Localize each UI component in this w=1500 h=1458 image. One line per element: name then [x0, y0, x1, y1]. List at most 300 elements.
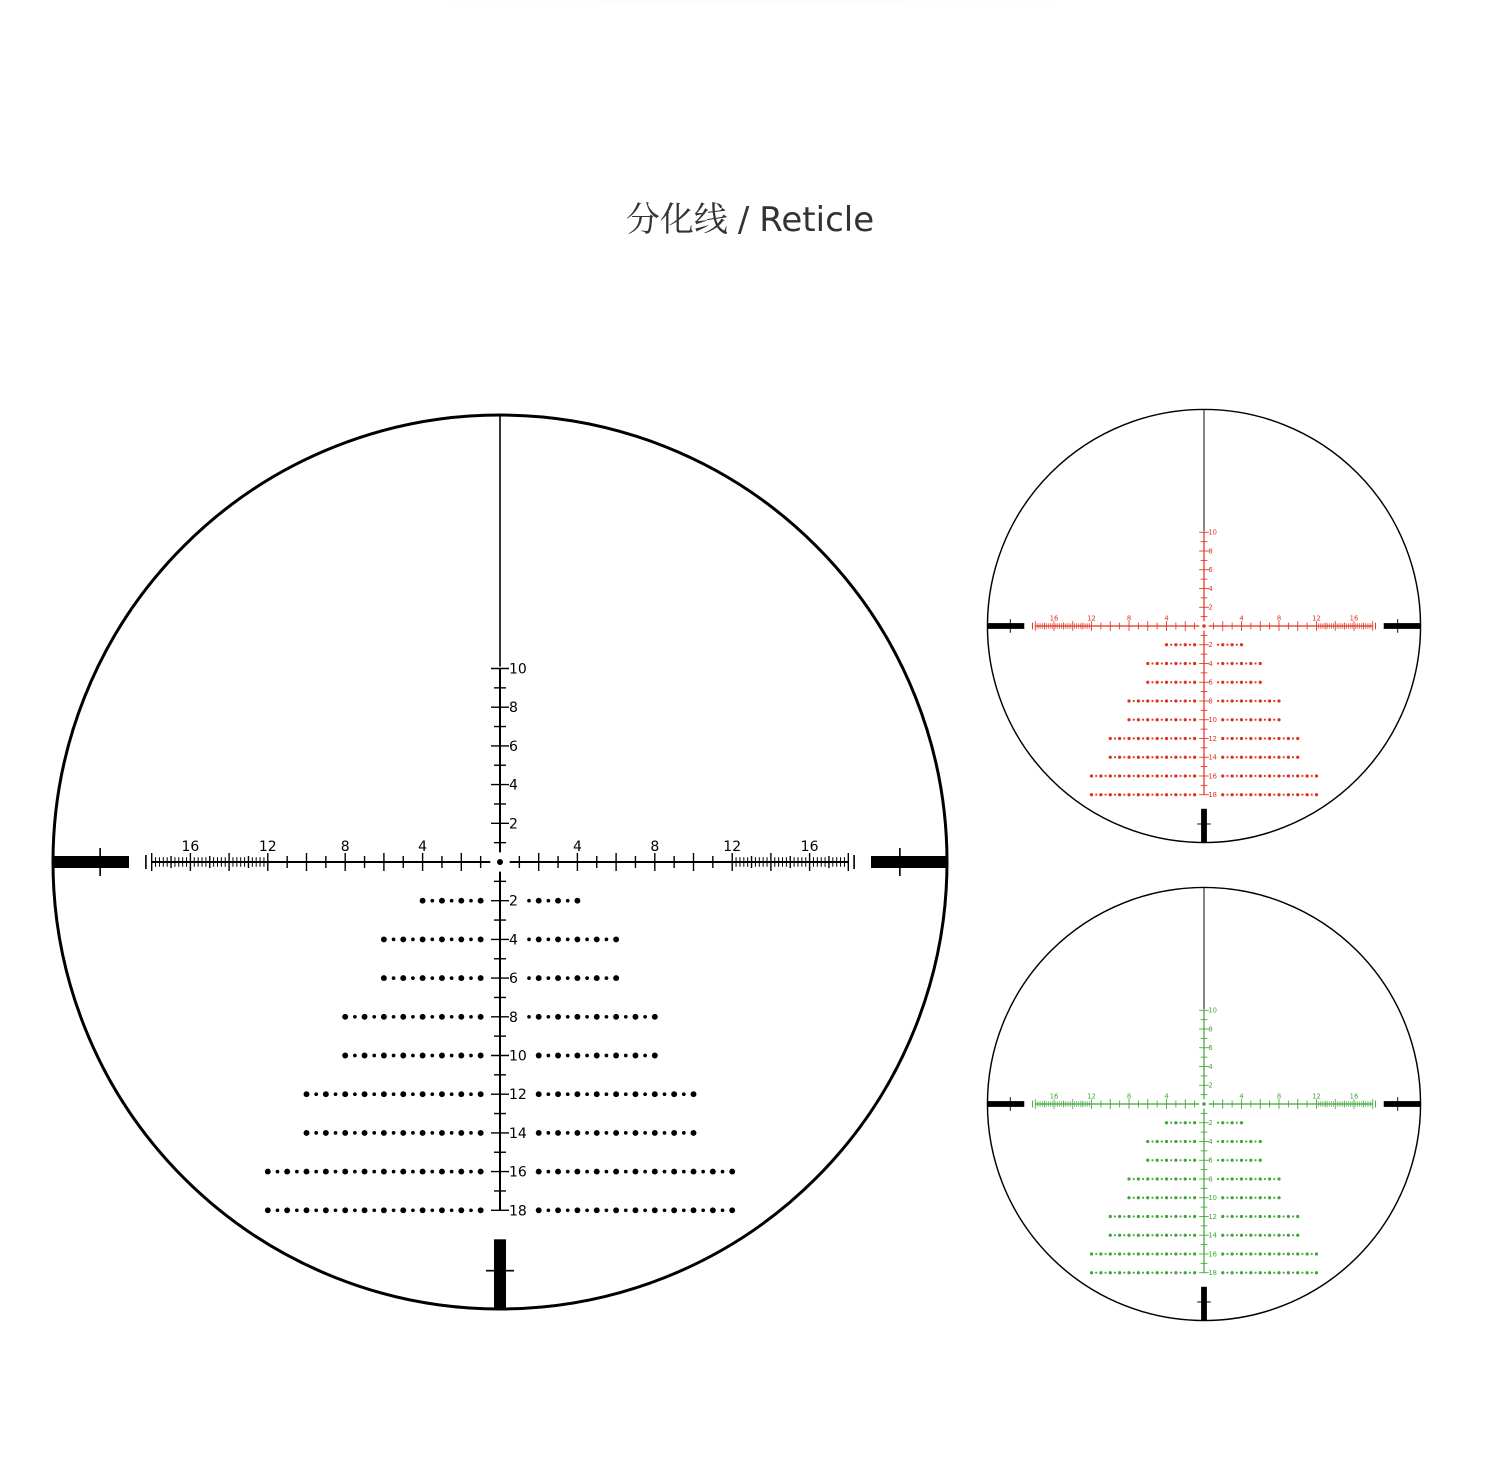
- horizontal-scale-label: 8: [1126, 614, 1132, 623]
- holdover-dot: [450, 1092, 454, 1096]
- reticle-small-green: [986, 886, 1422, 1322]
- holdover-dot: [1245, 1253, 1247, 1255]
- holdover-dot: [392, 938, 396, 942]
- holdover-dot: [536, 898, 542, 904]
- holdover-dot: [1109, 774, 1112, 777]
- holdover-dot: [1268, 774, 1271, 777]
- reticle-center-dot: [1202, 1102, 1206, 1106]
- holdover-dot: [478, 1014, 484, 1020]
- holdover-dot: [1179, 700, 1181, 702]
- holdover-dot: [1268, 756, 1271, 759]
- holdover-dot: [1184, 1177, 1187, 1180]
- holdover-dot: [605, 1054, 609, 1058]
- holdover-dot: [1287, 1234, 1290, 1237]
- horizontal-scale-label: 16: [800, 839, 819, 855]
- holdover-dot: [1249, 1140, 1252, 1143]
- holdover-dot: [1236, 1178, 1238, 1180]
- holdover-dot: [381, 1169, 387, 1175]
- holdover-dot: [682, 1092, 686, 1096]
- holdover-dot: [594, 1207, 600, 1213]
- holdover-dot: [663, 1092, 667, 1096]
- holdover-dot: [594, 1014, 600, 1020]
- holdover-dot: [439, 1207, 445, 1213]
- holdover-dot: [566, 1208, 570, 1212]
- holdover-dot: [1292, 1272, 1294, 1274]
- holdover-dot: [1156, 774, 1159, 777]
- holdover-dot: [1179, 681, 1181, 683]
- holdover-dot: [547, 1131, 551, 1135]
- holdover-dot: [1165, 1215, 1168, 1218]
- holdover-dot: [1273, 1215, 1275, 1217]
- holdover-dot: [1221, 1121, 1224, 1124]
- holdover-dot: [362, 1091, 368, 1097]
- holdover-dot: [1259, 1159, 1262, 1162]
- holdover-dot: [1226, 1215, 1228, 1217]
- holdover-dot: [1245, 737, 1247, 739]
- lower-scale-label: 18: [509, 1203, 527, 1220]
- holdover-dot: [1231, 1271, 1234, 1274]
- holdover-dot: [1184, 1234, 1187, 1237]
- holdover-dot: [1226, 794, 1228, 796]
- holdover-dot: [469, 1208, 473, 1212]
- holdover-dot: [1264, 1197, 1266, 1199]
- holdover-dot: [450, 938, 454, 942]
- holdover-dot: [372, 1054, 376, 1058]
- holdover-dot: [1277, 1271, 1280, 1274]
- holdover-dot: [555, 1130, 561, 1136]
- reticle-bottom-thick-post: [1201, 1287, 1207, 1321]
- holdover-dot: [1254, 756, 1256, 758]
- horizontal-scale-label: 12: [258, 839, 277, 855]
- holdover-dot: [1268, 699, 1271, 702]
- holdover-dot: [400, 1014, 406, 1020]
- holdover-dot: [1095, 794, 1097, 796]
- holdover-dot: [1165, 1140, 1168, 1143]
- holdover-dot: [1179, 719, 1181, 721]
- holdover-dot: [1137, 1271, 1140, 1274]
- holdover-dot: [547, 1170, 551, 1174]
- holdover-dot: [605, 1015, 609, 1019]
- reticle-left-thick-post: [987, 623, 1024, 629]
- holdover-dot: [334, 1208, 338, 1212]
- holdover-dot: [1254, 1253, 1256, 1255]
- holdover-dot: [1109, 1271, 1112, 1274]
- holdover-dot: [458, 1130, 464, 1136]
- holdover-dot: [1226, 1122, 1228, 1124]
- holdover-dot: [1142, 700, 1144, 702]
- holdover-dot: [1165, 774, 1168, 777]
- holdover-dot: [478, 936, 484, 942]
- holdover-dot: [1170, 794, 1172, 796]
- holdover-dot: [547, 1092, 551, 1096]
- holdover-dot: [1189, 1122, 1191, 1124]
- holdover-dot: [1273, 1178, 1275, 1180]
- holdover-dot: [710, 1207, 716, 1213]
- holdover-dot: [1165, 1234, 1168, 1237]
- holdover-dot: [1277, 1196, 1280, 1199]
- holdover-dot: [605, 1131, 609, 1135]
- holdover-dot: [392, 1015, 396, 1019]
- holdover-dot: [1127, 756, 1130, 759]
- holdover-dot: [342, 1053, 348, 1059]
- holdover-dot: [1165, 1159, 1168, 1162]
- holdover-dot: [1156, 1234, 1159, 1237]
- holdover-dot: [478, 1169, 484, 1175]
- holdover-dot: [1311, 1272, 1313, 1274]
- holdover-dot: [1249, 1252, 1252, 1255]
- lower-scale-label: 8: [1208, 697, 1213, 706]
- holdover-dot: [574, 1169, 580, 1175]
- horizontal-scale-label: 12: [1312, 1092, 1321, 1101]
- holdover-dot: [1156, 737, 1159, 740]
- horizontal-scale-label: 12: [1087, 1092, 1096, 1101]
- holdover-dot: [555, 936, 561, 942]
- holdover-dot: [1254, 1178, 1256, 1180]
- holdover-dot: [1221, 681, 1224, 684]
- holdover-dot: [1193, 681, 1196, 684]
- holdover-dot: [439, 898, 445, 904]
- holdover-dot: [1184, 1159, 1187, 1162]
- holdover-dot: [1283, 794, 1285, 796]
- holdover-dot: [1283, 756, 1285, 758]
- holdover-dot: [663, 1208, 667, 1212]
- holdover-dot: [1287, 737, 1290, 740]
- holdover-dot: [1249, 774, 1252, 777]
- holdover-dot: [420, 898, 426, 904]
- holdover-dot: [1226, 1159, 1228, 1161]
- holdover-dot: [613, 1130, 619, 1136]
- holdover-dot: [1254, 681, 1256, 683]
- lower-scale-label: 10: [1208, 716, 1217, 725]
- upper-scale-label: 2: [1208, 1081, 1213, 1090]
- holdover-dot: [1146, 1140, 1149, 1143]
- holdover-dot: [1156, 1252, 1159, 1255]
- reticle-bottom-thick-post: [494, 1239, 506, 1309]
- holdover-dot: [1184, 793, 1187, 796]
- holdover-dot: [392, 1054, 396, 1058]
- holdover-dot: [1184, 1140, 1187, 1143]
- holdover-dot: [643, 1015, 647, 1019]
- holdover-dot: [1249, 756, 1252, 759]
- holdover-dot: [682, 1131, 686, 1135]
- holdover-dot: [1226, 1272, 1228, 1274]
- holdover-dot: [1221, 793, 1224, 796]
- holdover-dot: [353, 1131, 357, 1135]
- holdover-dot: [1226, 1234, 1228, 1236]
- holdover-dot: [1311, 794, 1313, 796]
- holdover-dot: [342, 1091, 348, 1097]
- holdover-dot: [1193, 793, 1196, 796]
- holdover-dot: [1151, 681, 1153, 683]
- holdover-dot: [1249, 737, 1252, 740]
- holdover-dot: [1193, 718, 1196, 721]
- holdover-dot: [1151, 1253, 1153, 1255]
- holdover-dot: [411, 1015, 415, 1019]
- holdover-dot: [1254, 1159, 1256, 1161]
- holdover-dot: [1179, 1253, 1181, 1255]
- holdover-dot: [1240, 1252, 1243, 1255]
- holdover-dot: [1231, 643, 1234, 646]
- holdover-dot: [1133, 794, 1135, 796]
- holdover-dot: [691, 1130, 697, 1136]
- holdover-dot: [342, 1014, 348, 1020]
- holdover-dot: [691, 1169, 697, 1175]
- holdover-dot: [1249, 718, 1252, 721]
- holdover-dot: [1259, 1252, 1262, 1255]
- holdover-dot: [547, 1208, 551, 1212]
- holdover-dot: [547, 1054, 551, 1058]
- holdover-dot: [1142, 719, 1144, 721]
- holdover-dot: [1273, 756, 1275, 758]
- holdover-dot: [1156, 1159, 1159, 1162]
- holdover-dot: [1146, 681, 1149, 684]
- holdover-dot: [1268, 1252, 1271, 1255]
- holdover-dot: [478, 1207, 484, 1213]
- holdover-dot: [1240, 756, 1243, 759]
- holdover-dot: [1249, 699, 1252, 702]
- holdover-dot: [671, 1207, 677, 1213]
- holdover-dot: [314, 1208, 318, 1212]
- holdover-dot: [1184, 1215, 1187, 1218]
- holdover-dot: [1142, 775, 1144, 777]
- holdover-dot: [536, 936, 542, 942]
- holdover-dot: [1161, 1272, 1163, 1274]
- holdover-dot: [381, 975, 387, 981]
- holdover-dot: [1133, 1234, 1135, 1236]
- holdover-dot: [1221, 1234, 1224, 1237]
- holdover-dot: [450, 1208, 454, 1212]
- holdover-dot: [1174, 737, 1177, 740]
- holdover-dot: [400, 975, 406, 981]
- holdover-dot: [1114, 1253, 1116, 1255]
- holdover-dot: [1170, 662, 1172, 664]
- holdover-dot: [478, 1091, 484, 1097]
- holdover-dot: [362, 1207, 368, 1213]
- holdover-dot: [1217, 1178, 1219, 1180]
- holdover-dot: [1174, 681, 1177, 684]
- holdover-dot: [1311, 775, 1313, 777]
- holdover-dot: [1264, 1234, 1266, 1236]
- holdover-dot: [1221, 1252, 1224, 1255]
- holdover-dot: [1226, 719, 1228, 721]
- holdover-dot: [1254, 794, 1256, 796]
- holdover-dot: [1174, 643, 1177, 646]
- holdover-dot: [633, 1091, 639, 1097]
- holdover-dot: [1090, 1252, 1093, 1255]
- title-separator: /: [737, 200, 750, 240]
- holdover-dot: [458, 936, 464, 942]
- holdover-dot: [555, 1207, 561, 1213]
- holdover-dot: [1254, 1197, 1256, 1199]
- holdover-dot: [458, 1053, 464, 1059]
- holdover-dot: [1137, 756, 1140, 759]
- holdover-dot: [1123, 1253, 1125, 1255]
- holdover-dot: [1217, 644, 1219, 646]
- holdover-dot: [1264, 719, 1266, 721]
- holdover-dot: [1264, 794, 1266, 796]
- holdover-dot: [1268, 1177, 1271, 1180]
- horizontal-scale-label: 16: [1349, 614, 1359, 623]
- holdover-dot: [1273, 700, 1275, 702]
- lower-scale-label: 6: [509, 971, 518, 988]
- holdover-dot: [1193, 1271, 1196, 1274]
- holdover-dot: [555, 1091, 561, 1097]
- holdover-dot: [624, 1208, 628, 1212]
- holdover-dot: [372, 1208, 376, 1212]
- holdover-dot: [574, 898, 580, 904]
- holdover-dot: [1277, 1215, 1280, 1218]
- holdover-dot: [1273, 775, 1275, 777]
- holdover-dot: [1245, 681, 1247, 683]
- holdover-dot: [1287, 1215, 1290, 1218]
- upper-scale-label: 4: [1208, 584, 1213, 593]
- holdover-dot: [1127, 774, 1130, 777]
- holdover-dot: [1254, 1215, 1256, 1217]
- holdover-dot: [1249, 1177, 1252, 1180]
- holdover-dot: [276, 1170, 280, 1174]
- holdover-dot: [574, 1091, 580, 1097]
- holdover-dot: [1156, 662, 1159, 665]
- holdover-dot: [430, 1015, 434, 1019]
- lower-scale-label: 18: [1208, 1269, 1217, 1278]
- holdover-dot: [1170, 1234, 1172, 1236]
- holdover-dot: [381, 1207, 387, 1213]
- title-chinese: 分化线: [625, 200, 728, 240]
- holdover-dot: [1254, 700, 1256, 702]
- holdover-dot: [1277, 737, 1280, 740]
- holdover-dot: [594, 1130, 600, 1136]
- holdover-dot: [1193, 662, 1196, 665]
- holdover-dot: [1283, 775, 1285, 777]
- holdover-dot: [1090, 774, 1093, 777]
- holdover-dot: [1161, 1253, 1163, 1255]
- holdover-dot: [450, 1131, 454, 1135]
- lower-scale-label: 6: [1208, 678, 1213, 687]
- holdover-dot: [691, 1207, 697, 1213]
- holdover-dot: [1179, 794, 1181, 796]
- holdover-dot: [1151, 1178, 1153, 1180]
- holdover-dot: [420, 975, 426, 981]
- holdover-dot: [1146, 1234, 1149, 1237]
- holdover-dot: [605, 1092, 609, 1096]
- holdover-dot: [1151, 1159, 1153, 1161]
- holdover-dot: [276, 1208, 280, 1212]
- holdover-dot: [1090, 793, 1093, 796]
- lower-scale-label: 14: [1208, 1231, 1217, 1240]
- holdover-dot: [1151, 756, 1153, 758]
- holdover-dot: [1249, 1196, 1252, 1199]
- holdover-dot: [1123, 1234, 1125, 1236]
- horizontal-scale-label: 16: [1049, 1092, 1059, 1101]
- holdover-dot: [1179, 1234, 1181, 1236]
- holdover-dot: [381, 1053, 387, 1059]
- upper-scale-label: 8: [1208, 1025, 1213, 1034]
- holdover-dot: [721, 1170, 725, 1174]
- holdover-dot: [1170, 1197, 1172, 1199]
- holdover-dot: [430, 938, 434, 942]
- holdover-dot: [566, 1170, 570, 1174]
- holdover-dot: [1283, 1215, 1285, 1217]
- holdover-dot: [1236, 662, 1238, 664]
- holdover-dot: [1236, 1197, 1238, 1199]
- holdover-dot: [1264, 1215, 1266, 1217]
- holdover-dot: [566, 1131, 570, 1135]
- holdover-dot: [566, 1092, 570, 1096]
- upper-scale-label: 4: [1208, 1062, 1213, 1071]
- holdover-dot: [1301, 1253, 1303, 1255]
- holdover-dot: [1184, 756, 1187, 759]
- holdover-dot: [1236, 1272, 1238, 1274]
- holdover-dot: [536, 1207, 542, 1213]
- holdover-dot: [372, 1131, 376, 1135]
- reticle-right-thick-post: [871, 856, 947, 868]
- holdover-dot: [450, 976, 454, 980]
- holdover-dot: [1174, 1140, 1177, 1143]
- holdover-dot: [613, 1169, 619, 1175]
- holdover-dot: [439, 1130, 445, 1136]
- holdover-dot: [1156, 756, 1159, 759]
- holdover-dot: [1114, 737, 1116, 739]
- holdover-dot: [1184, 737, 1187, 740]
- holdover-dot: [304, 1169, 310, 1175]
- holdover-dot: [1165, 1177, 1168, 1180]
- holdover-dot: [1221, 774, 1224, 777]
- holdover-dot: [450, 899, 454, 903]
- holdover-dot: [585, 976, 589, 980]
- holdover-dot: [594, 936, 600, 942]
- holdover-dot: [1127, 1215, 1130, 1218]
- holdover-dot: [1245, 1197, 1247, 1199]
- holdover-dot: [1264, 1272, 1266, 1274]
- holdover-dot: [411, 976, 415, 980]
- holdover-dot: [1114, 756, 1116, 758]
- holdover-dot: [1114, 1272, 1116, 1274]
- holdover-dot: [439, 975, 445, 981]
- holdover-dot: [555, 1014, 561, 1020]
- holdover-dot: [400, 1091, 406, 1097]
- reticle-left-thick-post: [987, 1101, 1024, 1107]
- holdover-dot: [342, 1130, 348, 1136]
- horizontal-scale-label: 8: [340, 839, 350, 855]
- holdover-dot: [643, 1170, 647, 1174]
- holdover-dot: [652, 1207, 658, 1213]
- holdover-dot: [458, 898, 464, 904]
- holdover-dot: [1245, 700, 1247, 702]
- holdover-dot: [469, 1054, 473, 1058]
- holdover-dot: [1189, 700, 1191, 702]
- holdover-dot: [353, 1170, 357, 1174]
- holdover-dot: [1240, 737, 1243, 740]
- holdover-dot: [1165, 756, 1168, 759]
- holdover-dot: [1170, 1178, 1172, 1180]
- holdover-dot: [1193, 643, 1196, 646]
- holdover-dot: [1226, 1253, 1228, 1255]
- holdover-dot: [295, 1208, 299, 1212]
- holdover-dot: [1249, 681, 1252, 684]
- holdover-dot: [1165, 1252, 1168, 1255]
- holdover-dot: [1245, 1159, 1247, 1161]
- lower-scale-label: 12: [1208, 1212, 1217, 1221]
- holdover-dot: [411, 1208, 415, 1212]
- holdover-dot: [1249, 1215, 1252, 1218]
- lower-scale-label: 2: [1208, 1119, 1213, 1128]
- holdover-dot: [1099, 774, 1102, 777]
- holdover-dot: [1245, 1178, 1247, 1180]
- holdover-dot: [1189, 1197, 1191, 1199]
- holdover-dot: [624, 1054, 628, 1058]
- holdover-dot: [1189, 681, 1191, 683]
- lower-scale-label: 12: [1208, 734, 1217, 743]
